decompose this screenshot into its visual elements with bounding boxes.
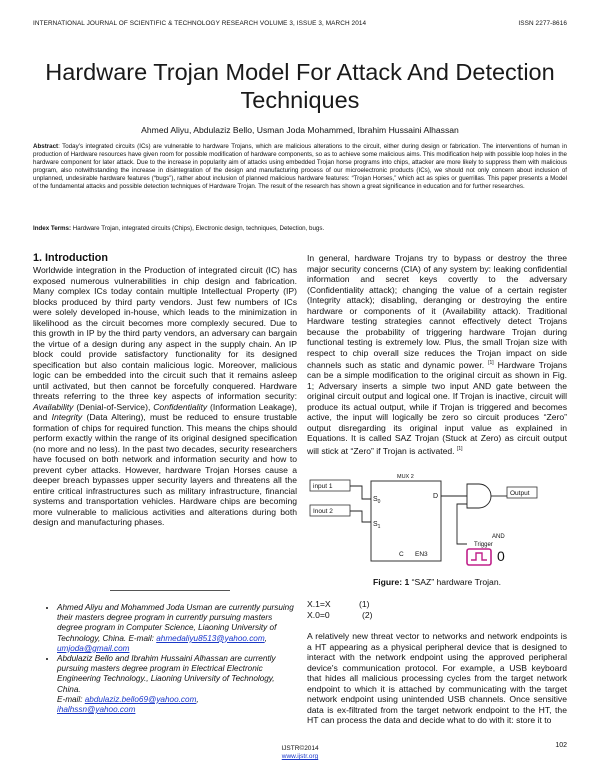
trigger-label: Trigger — [474, 542, 493, 548]
abstract-text: : Today’s integrated circuits (ICs) are vulnerable to hardware Trojans, which are malicious alterations to the circuit, either during design or fabrication. The interventions of human in production of Hardware resources have given room for possible modification of hardware components, so as to achieve some malicious aims. This modification help with possible loop holes in the hardware component for later attack. Due to the increase in popularity aim of attacks using embedded Trojan horse programs into chips, attacker are more likely to suppress them with malicious program, also notwithstanding the increase in disintegration of the design and manufacturing process of our microelectronic products (ICs), we should not only concern about inclusion of unplanned, undesirable hardware features (“bugs”), rather about inclusion of planned malicious hardware features: “Trojan Horses,” which act as spies or guerrillas. This paper presents a Model of the fundamental attacks and possible detection techniques of Hardware Trojan. The result of the research has shown a great significance in education and for further researches. — [33, 143, 567, 190]
mux-label: MUX 2 — [397, 474, 414, 480]
mux-d: D — [433, 493, 439, 500]
email-link[interactable]: ihalhssn@yahoo.com — [57, 705, 136, 715]
journal-url[interactable]: www.ijstr.org — [281, 753, 319, 760]
footnote-2-sep: , — [196, 694, 199, 704]
term-availability: Availability — [33, 401, 74, 412]
mux-block — [371, 481, 441, 561]
index-terms — [33, 225, 567, 233]
intro-text-d: (Data Altering), must be reduced to ensure trustable formation of chips for required function. This means the chips should perform exactly within the range of its original designed specification (no more and no less). In the past two decades, security researchers have focused on both network and information security and how to prevent cyber attacks. However, hardware Trojan Horses cause a deeper breach bypasses upper security layers and threatens all the entire critical infrastructures such as military infrastructure, financial systems and transportation vehicles. Hardware chips are becoming more vulnerable to malicious activities and alterations during both design and manufacturing phases. — [33, 412, 297, 527]
footnote-1-text: Ahmed Aliyu and Mohammed Joda Usman are currently pursuing their masters degree program in currently pursuing masters degree program in Computer Science, Liaoning University of Technology, China. E-mail: — [57, 603, 294, 643]
footnote-separator — [110, 590, 230, 591]
wire-trigger — [457, 504, 467, 544]
equation-1-number: (1) — [359, 599, 370, 609]
equation-2-expr: X.0=0 — [307, 609, 330, 620]
right-text-a: In general, hardware Trojans try to bypass or destroy the three major security concerns (CIA) of any system by: leaking confidential information and secret keys covertly to the adversary (Confidentiality attack); changing the value of a certain register (Integrity attack); disabling, deranging or destroying the entire hardware or components of it (Availability attack). Traditional Hardware testing strategies cannot effectively detect Trojans because the probability of triggering hardware Trojan during functional testing is extremely low. Plus, the small Trojan size with respect to chip overall size reduces the Trojan impact on side channels such as static and dynamic power. — [307, 253, 567, 370]
email-link[interactable]: ahmedaliyu8513@yahoo.com — [156, 633, 265, 643]
saz-trojan-diagram — [307, 474, 567, 574]
figure-caption — [307, 577, 567, 587]
output-label: Output — [510, 490, 530, 497]
mux-s0: $S_0$ — [373, 496, 381, 505]
intro-text-c: (Information Leakage), and — [33, 401, 297, 422]
section-heading: 1. Introduction — [33, 252, 108, 264]
abstract — [33, 143, 567, 190]
and-label: AND — [492, 534, 505, 540]
figure-1 — [307, 474, 567, 574]
intro-paragraph — [33, 265, 297, 528]
footnote-1 — [57, 603, 297, 654]
equations — [307, 599, 507, 620]
caption-label: Figure: 1 — [373, 577, 410, 587]
intro-text-a: Worldwide integration in the Production of integrated circuit (IC) has exposed numerous vulnerabilities in chip design and fabrication. Many complex ICs today contain multiple Intellectual Property (IP) blocks produced by third party vendors. Just few numbers of ICs were solely developed in-house, which leads to the minimization in likelihood as the circuit becomes more complexly secured. Due to this growth in IP by the third party vendors, an adversary can bargain the virtue of a design during any aspect in the supply chain. An IP block could provide satisfactory functionality for its designed specification but also contain malicious logic. Moreover, malicious logic can be embedded into the circuit such that it remains asleep until activated, but then cannot be forcefully conquered. Hardware threats referring to the three key aspects of information security: — [33, 265, 297, 401]
equation-1 — [307, 599, 507, 610]
equation-2-number: (2) — [362, 609, 373, 620]
abstract-label: Abstract — [33, 143, 59, 150]
mux-en: EN3 — [415, 551, 428, 558]
footnote-2-prefix: E-mail: — [57, 694, 85, 704]
trigger-zero: 0 — [497, 548, 505, 564]
caption-text: “SAZ” hardware Trojan. — [409, 577, 501, 587]
index-terms-label: Index Terms: — [33, 225, 72, 232]
term-confidentiality: Confidentiality — [153, 401, 208, 412]
and-gate — [467, 484, 491, 508]
footnote-2 — [57, 654, 297, 715]
footnote-2-text: Abdulaziz Bello and Ibrahim Hussaini Alhassan are currently pursuing masters degree program in Electrical Electronic Engineering Technology., Liaoning University of Technology, China. — [57, 654, 276, 694]
trigger-switch-icon — [467, 549, 491, 565]
right-text-b: Hardware Trojans can be a simple modification to the original circuit as shown in Fig. 1; Adversary inserts a simple two input AND gate between the original circuit output and logical one. If Trojan is inactive, circuit will produce its actual output, while if Trojan is triggered and becomes active, the input will logically be zero so circuit produces “Zero” output disregarding its original input value as explained in Equations. It is called SAZ Trojan (Stuck at Zero) as circuit output will stick at “Zero” if Trojan is activated. — [307, 359, 567, 456]
email-link[interactable]: abdulaziz.bello69@yahoo.com — [84, 694, 197, 704]
page-footer — [0, 745, 600, 761]
right-paragraph-2: A relatively new threat vector to networks and network endpoints is a HT appearing as a physical peripheral device that is designed to interact with the network endpoint using the approved peripheral device's communication protocol. For example, a USB keyboard that hides all malicious processing cycles from the target network endpoint to which it is attached by communicating with the target network endpoint using unintended USB channels. Once sensitive data is ex-filtrated from the target network endpoint to the HT, the HT can process the data and decide what to do with it: store it to — [307, 631, 567, 725]
input-2-label: Inout 2 — [313, 508, 333, 515]
footnote-1-sep: , — [264, 633, 267, 643]
author-footnotes — [33, 603, 297, 715]
mux-s1: $S_1$ — [373, 521, 381, 530]
copyright-code: IJSTR©2014 — [281, 745, 319, 752]
right-paragraph — [307, 253, 567, 456]
reference-1: [1] — [488, 360, 494, 366]
running-header — [33, 20, 567, 27]
intro-left-column — [33, 265, 297, 528]
journal-name: INTERNATIONAL JOURNAL OF SCIENTIFIC & TECHNOLOGY RESEARCH VOLUME 3, ISSUE 3, MARCH 2014 — [33, 20, 367, 27]
intro-right-column — [307, 253, 567, 456]
equation-1-expr: X.1=X — [307, 599, 331, 609]
index-terms-text: Hardware Trojan, integrated circuits (Chips), Electronic design, techniques, Detection, bugs. — [71, 225, 325, 232]
wire-input-1 — [350, 486, 371, 499]
input-1-label: input 1 — [313, 483, 333, 490]
term-integrity: Integrity — [51, 412, 83, 422]
intro-text-b: (Denial-of-Service), — [73, 401, 154, 412]
reference-2: [1] — [456, 445, 463, 452]
issn: ISSN 2277-8616 — [518, 20, 567, 27]
right-continuation — [307, 631, 567, 726]
email-link[interactable]: umjoda@gmail.com — [57, 643, 130, 653]
author-list: Ahmed Aliyu, Abdulaziz Bello, Usman Joda Mohammed, Ibrahim Hussaini Alhassan — [141, 125, 459, 135]
paper-title: Hardware Trojan Model For Attack And Detection Techniques — [45, 59, 555, 113]
page-number: 102 — [555, 742, 567, 749]
mux-c: C — [399, 551, 404, 558]
equation-2 — [307, 610, 507, 621]
wire-input-2 — [350, 511, 371, 522]
